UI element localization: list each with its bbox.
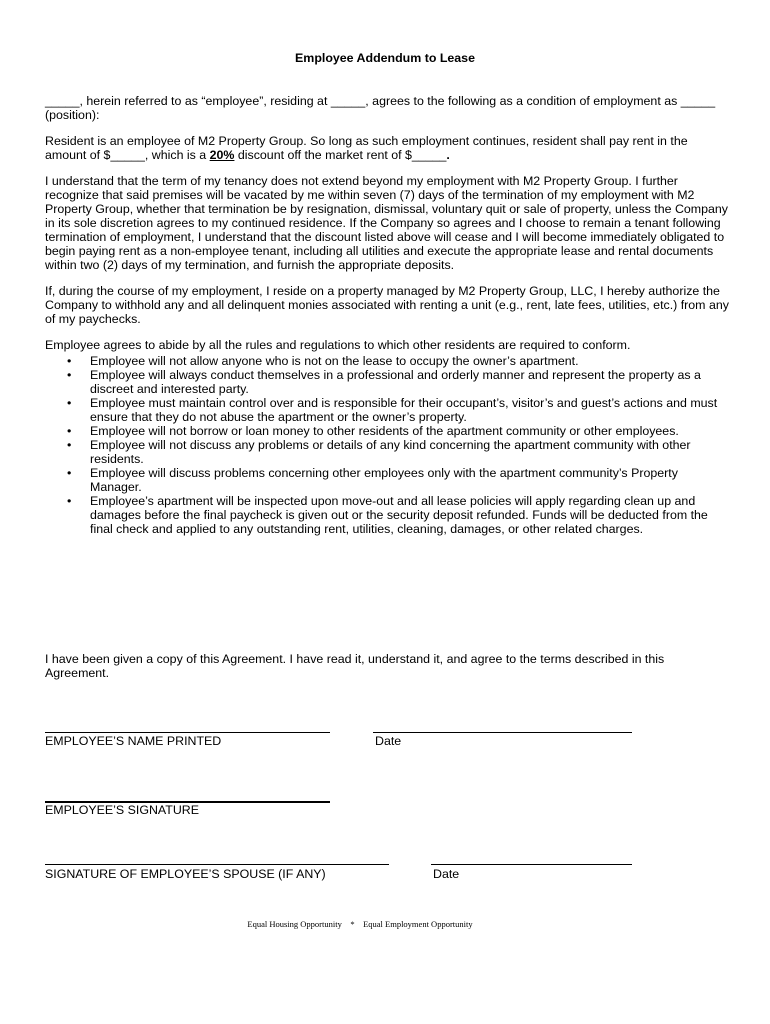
- list-item: • Employee will not borrow or loan money to other residents of the apartment community or other employees.: [90, 424, 730, 438]
- rules-intro-paragraph: Employee agrees to abide by all the rules and regulations to which other residents are required to conform.: [45, 338, 631, 352]
- list-item: • Employee must maintain control over and is responsible for their occupant’s, visitor’s and guest’s actions and must ensure that they do not abuse the apartment or the owner’s property.: [90, 396, 730, 424]
- name-printed-line[interactable]: [45, 732, 330, 733]
- footer-text-content: Equal Housing Opportunity * Equal Employment Opportunity: [247, 919, 473, 929]
- acknowledgement-paragraph: I have been given a copy of this Agreement. I have read it, understand it, and agree to the terms described in this Agreement.: [45, 652, 665, 680]
- footer-text: [0, 917, 720, 931]
- date-line-2[interactable]: [431, 864, 632, 865]
- rules-list: [45, 354, 730, 536]
- name-printed-label: EMPLOYEE’S NAME PRINTED: [45, 734, 222, 748]
- rent-text-b: discount off the market rent of $_____: [234, 148, 447, 162]
- list-item: • Employee will always conduct themselves in a professional and orderly manner and represent the property as a discreet and interested party.: [90, 368, 730, 396]
- rent-paragraph: [45, 134, 730, 162]
- list-item: • Employee will not allow anyone who is not on the lease to occupy the owner’s apartment.: [90, 354, 730, 368]
- tenancy-paragraph: I understand that the term of my tenancy does not extend beyond my employment with M2 Property Group. I further recognize that said premises will be vacated by me within seven (7) days of the termination of my employment with M2 Property Group, whether that termination be by resignation, dismissal, voluntary quit or sale of property, unless the Company in its sole discretion agrees to my continued residence. If the Company so agrees and I choose to remain a tenant following termination of employment, I understand that the discount listed above will cease and I will become immediately obligated to begin paying rent as a non-employee tenant, including all utilities and execute the appropriate lease and rental documents within two (2) days of my termination, and furnish the appropriate deposits.: [45, 174, 728, 272]
- spouse-signature-line[interactable]: [45, 864, 389, 865]
- date-line-1[interactable]: [373, 732, 632, 733]
- signature-label: EMPLOYEE’S SIGNATURE: [45, 803, 199, 817]
- date-label-1: Date: [375, 734, 402, 748]
- date-label-2: Date: [433, 867, 460, 881]
- list-item: • Employee will not discuss any problems or details of any kind concerning the apartment community with other residents.: [90, 438, 730, 466]
- document-body: [45, 94, 730, 536]
- list-item: • Employee’s apartment will be inspected upon move-out and all lease policies will apply regarding clean up and damages before the final paycheck is given out or the security deposit refunded. Funds will be deducted from the final check and applied to any outstanding rent, utilities, cleaning, damages, or other related charges.: [90, 494, 730, 536]
- spouse-signature-label: SIGNATURE OF EMPLOYEE’S SPOUSE (IF ANY): [45, 867, 326, 881]
- withhold-paragraph: If, during the course of my employment, I reside on a property managed by M2 Property Group, LLC, I hereby authorize the Company to withhold any and all delinquent monies associated with renting a unit (e.g., rent, late fees, utilities, etc.) from any of my paychecks.: [45, 284, 729, 326]
- list-item: • Employee will discuss problems concerning other employees only with the apartment community’s Property Manager.: [90, 466, 730, 494]
- discount-percent: 20%: [209, 148, 235, 162]
- document-title: Employee Addendum to Lease: [295, 51, 475, 65]
- rent-text-end: .: [446, 148, 450, 162]
- rent-text-a: Resident is an employee of M2 Property Group. So long as such employment continues, resident shall pay rent in the amount of $_____, which is a: [45, 134, 688, 162]
- intro-paragraph: _____, herein referred to as “employee”, residing at _____, agrees to the following as a condition of employment as _____ (position):: [45, 94, 716, 122]
